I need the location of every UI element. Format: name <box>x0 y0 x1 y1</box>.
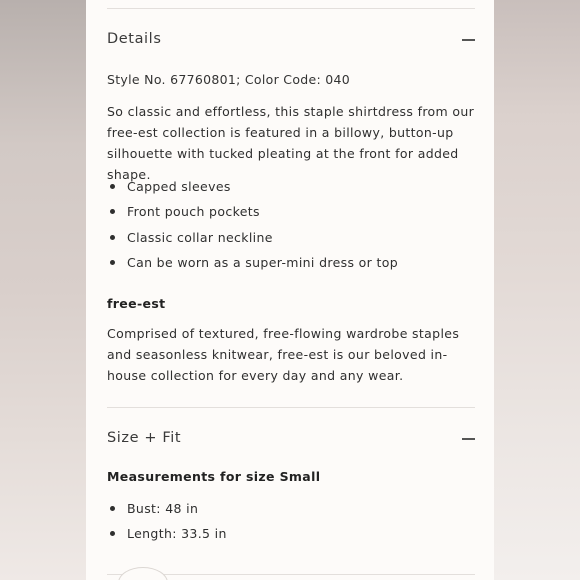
section-divider <box>107 407 475 408</box>
size-fit-collapse-minus-icon[interactable] <box>462 438 475 440</box>
measurements-list <box>107 500 227 551</box>
product-info-panel <box>86 0 494 580</box>
background-left <box>0 0 86 580</box>
details-collapse-minus-icon[interactable] <box>462 39 475 41</box>
feature-item: Front pouch pockets <box>107 203 398 228</box>
feature-item: Classic collar neckline <box>107 229 398 254</box>
collection-heading: free-est <box>107 296 166 311</box>
feature-item: Can be worn as a super-mini dress or top <box>107 254 398 279</box>
measurements-heading: Measurements for size Small <box>107 469 321 484</box>
size-fit-accordion-title[interactable]: Size + Fit <box>107 430 182 446</box>
measurement-item: Length: 33.5 in <box>107 525 227 550</box>
product-description: So classic and effortless, this staple shirtdress from our free-est collection is featured in a billowy, button-up silhouette with tucked pleating at the front for added shape. <box>107 104 475 182</box>
background-right <box>494 0 580 580</box>
collection-description: Comprised of textured, free-flowing wardrobe staples and seasonless knitwear, free-est is our beloved in-house collection for every day and any wear. <box>107 326 460 383</box>
feature-item: Capped sleeves <box>107 178 398 203</box>
feature-list <box>107 178 398 279</box>
details-accordion-title[interactable]: Details <box>107 31 162 47</box>
top-divider <box>107 8 475 9</box>
measurement-item: Bust: 48 in <box>107 500 227 525</box>
style-number: Style No. 67760801; Color Code: 040 <box>107 72 351 87</box>
